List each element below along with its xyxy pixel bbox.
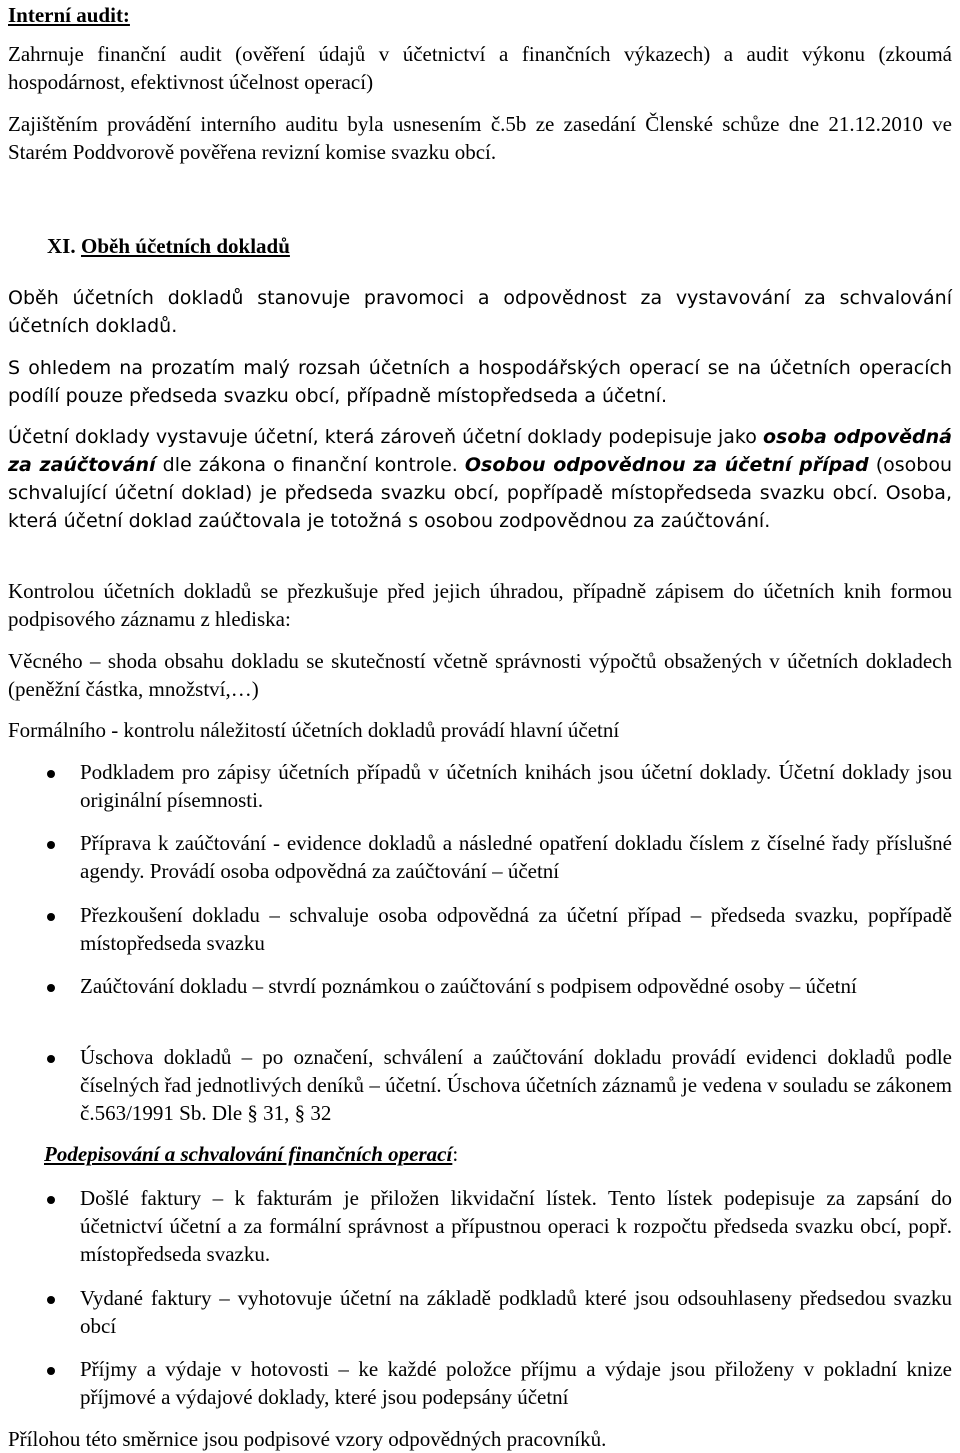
bullet-text: Vydané faktury – vyhotovuje účetní na základě podkladů které jsou odsouhlaseny předsedou svazku obcí [80, 1286, 952, 1338]
bullet-icon [47, 1196, 55, 1204]
formalniho-paragraph: Formálního - kontrolu náležitostí účetních dokladů provádí hlavní účetní [8, 718, 620, 742]
bullet-text: Přezkoušení dokladu – schvaluje osoba odpovědná za účetní případ – předseda svazku, popřípadě místopředseda svazku [80, 903, 952, 955]
section-paragraph-1: Oběh účetních dokladů stanovuje pravomoci a odpovědnost za vystavování za schvalování účetních dokladů. [8, 287, 952, 337]
text-run: dle zákona o finanční kontrole. [155, 454, 465, 476]
sub-heading-text: Podepisování a schvalování finančních operací [44, 1142, 453, 1166]
vecneho-paragraph: Věcného – shoda obsahu dokladu se skutečností včetně správnosti výpočtů obsažených v účetních dokladech (peněžní částka, množství,…) [8, 649, 952, 701]
bullet-item [80, 1284, 952, 1340]
bullet-item [80, 1043, 952, 1127]
bullet-icon [47, 770, 55, 778]
bullet-item [80, 1355, 952, 1411]
bullet-text: Úschova dokladů – po označení, schválení a zaúčtování dokladu provádí evidenci dokladů podle číselných řad jednotlivých deníků – účetní. Úschova účetních záznamů je vedena v souladu se zákonem č.563/1991 Sb. Dle § 31, § 32 [80, 1045, 952, 1125]
heading-internal-audit: Interní audit: [8, 3, 130, 27]
bullet-icon [47, 1296, 55, 1304]
audit-paragraph-2: Zajištěním provádění interního auditu byla usnesením č.5b ze zasedání Členské schůze dne 21.12.2010 ve Starém Poddvorově pověřena revizní komise svazku obcí. [8, 112, 952, 164]
section-number: XI. [47, 234, 76, 258]
bullet-icon [47, 913, 55, 921]
bullet-item [80, 901, 952, 957]
bullet-text: Došlé faktury – k fakturám je přiložen likvidační lístek. Tento lístek podepisuje za zapsání do účetnictví účetní a za formální správnost a přípustnou operaci k rozpočtu předseda svazku obcí, popř. místopředseda svazku. [80, 1186, 952, 1266]
section-title-text: Oběh účetních dokladů [81, 234, 290, 258]
bullet-text: Zaúčtování dokladu – stvrdí poznámkou o zaúčtování s podpisem odpovědné osoby – účetní [80, 974, 857, 998]
audit-paragraph-1: Zahrnuje finanční audit (ověření údajů v účetnictví a finančních výkazech) a audit výkonu (zkoumá hospodárnost, efektivnost účelnost operací) [8, 42, 952, 94]
section-paragraph-3 [8, 423, 952, 535]
sub-heading [44, 1140, 458, 1168]
text-run: (osobou schvalující účetní doklad) je předseda svazku obcí, popřípadě místopředseda svazku obcí. Osoba, která účetní doklad zaúčtovala je totožná s osobou zodpovědnou za zaúčtování. [8, 454, 953, 532]
bullet-item [80, 1184, 952, 1268]
footer-paragraph: Přílohou této směrnice jsou podpisové vzory odpovědných pracovníků. [8, 1427, 607, 1451]
emphasis-text: Osobou odpovědnou za účetní případ [464, 454, 869, 476]
emphasis-text: osoba odpovědná za zaúčtování [8, 426, 952, 476]
bullet-icon [47, 1055, 55, 1063]
control-paragraph: Kontrolou účetních dokladů se přezkušuje před jejich úhradou, případně zápisem do účetních knih formou podpisového záznamu z hlediska: [8, 579, 952, 631]
section-title [47, 232, 290, 260]
bullet-icon [47, 841, 55, 849]
bullet-text: Příprava k zaúčtování - evidence dokladů a následné opatření dokladu číslem z číselné řady příslušné agendy. Provádí osoba odpovědná za zaúčtování – účetní [80, 831, 952, 883]
section-paragraph-2: S ohledem na prozatím malý rozsah účetních a hospodářských operací se na účetních operacích podílí pouze předseda svazku obcí, případně místopředseda a účetní. [8, 357, 952, 407]
bullet-item [80, 758, 952, 814]
bullet-icon [47, 1367, 55, 1375]
bullet-item [80, 829, 952, 885]
sub-heading-colon: : [452, 1142, 459, 1166]
bullet-text: Příjmy a výdaje v hotovosti – ke každé položce příjmu a výdaje jsou přiloženy v pokladní knize příjmové a výdajové doklady, které jsou podepsány účetní [80, 1357, 952, 1409]
bullet-text: Podkladem pro zápisy účetních případů v účetních knihách jsou účetní doklady. Účetní doklady jsou originální písemnosti. [80, 760, 952, 812]
bullet-icon [47, 984, 55, 992]
text-run: Účetní doklady vystavuje účetní, která zároveň účetní doklady podepisuje jako [8, 426, 763, 448]
bullet-item [80, 972, 952, 1000]
